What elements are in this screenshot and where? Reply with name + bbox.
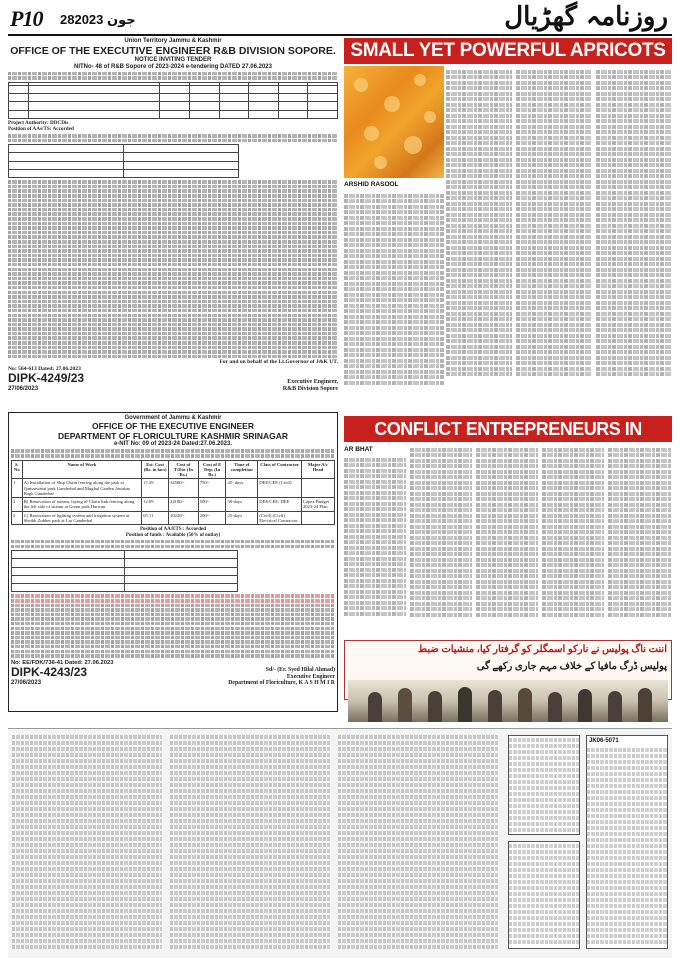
table-cell: 1 xyxy=(12,479,23,498)
apricots-col-3 xyxy=(596,68,672,413)
notice2-sign-3: Department of Floriculture, K A S H M I R xyxy=(228,680,335,687)
notice-works-table xyxy=(8,82,338,119)
table-cell: 12.09 xyxy=(142,498,169,512)
notice2-col-header: Name of Work xyxy=(22,460,141,479)
notice2-date: 27/06/2023 xyxy=(11,680,42,687)
table-cell xyxy=(301,479,334,498)
small-ad-1 xyxy=(508,735,580,835)
conflict-headline: CONFLICT ENTREPRENEURS IN xyxy=(344,416,672,442)
bottom-col-2 xyxy=(170,733,330,953)
header-rule xyxy=(8,34,672,36)
notice-ref: No: 564-613 Dated: 27.06.2023 xyxy=(8,365,81,372)
table-row xyxy=(12,511,335,525)
notice-schedule-table xyxy=(8,144,239,178)
table-cell: 500/- xyxy=(198,498,226,512)
conflict-col-4 xyxy=(542,446,604,636)
notice2-col-header: Cost of T/Doc (In Rs.) xyxy=(169,460,199,479)
table-cell: A) Installation of Ship Chain fencing along the park at Qamarwarai park Ganderbal and Mughal Garden Jawahar Bagh Ganderbal xyxy=(22,479,141,498)
table-cell: 45- days xyxy=(226,479,258,498)
conflict-col-3 xyxy=(476,446,538,636)
conflict-byline: AR BHAT xyxy=(344,446,373,453)
notice2-sign-1: Sd/- (Er. Syed Hilal Ahmad) xyxy=(265,667,335,673)
notice-nit: NITNo- 48 of R&B Sopore of 2023-2024 e-tendering DATED 27.06.2023 xyxy=(74,63,272,70)
conflict-col-2 xyxy=(410,446,472,636)
apricots-photo xyxy=(344,66,444,178)
notice2-sign-2: Executive Engineer xyxy=(286,673,335,680)
ad-ref: JK06-5071 xyxy=(589,738,619,744)
notice2-col-header: Est. Cost (Rs. in lacs) xyxy=(142,460,169,479)
table-cell xyxy=(301,511,334,525)
apricots-col-2 xyxy=(516,68,592,413)
table-row xyxy=(12,498,335,512)
table-cell: 24180/- xyxy=(169,498,199,512)
notice2-position-aa: Position of AA/ETS : Accorded xyxy=(139,527,207,533)
small-ad-2 xyxy=(508,841,580,949)
page-number: P10 xyxy=(10,6,43,31)
table-cell: (Civil) (Civil) Electrical Contractor xyxy=(258,511,302,525)
notice2-col-header: Time of completion xyxy=(226,460,258,479)
bottom-col-3 xyxy=(338,733,498,953)
table-cell: 17.29 xyxy=(142,479,169,498)
urdu-headline-2: پولیس ڈرگ مافیا کے خلاف مہم جاری رکھے گی xyxy=(476,661,667,672)
table-cell: 05.11 xyxy=(142,511,169,525)
notice-project-authority: Project Authority: DDCDis xyxy=(8,120,69,127)
notice-subtitle: NOTICE INVITING TENDER xyxy=(134,56,212,63)
tender-notice-rb-sopore xyxy=(8,38,338,410)
group-photo xyxy=(348,680,668,722)
notice2-office-1: OFFICE OF THE EXECUTIVE ENGINEER xyxy=(92,420,254,431)
table-row xyxy=(12,479,335,498)
notice2-office-2: DEPARTMENT OF FLORICULTURE KASHMIR SRINAGAR xyxy=(57,430,289,441)
notice2-gov-line: Government of Jammu & Kashmir xyxy=(124,415,222,421)
notice-sign-3: R&B Division Sopore xyxy=(282,386,338,393)
notice2-dipk: DIPK-4243/23 xyxy=(11,665,88,680)
apricots-byline: ARSHID RASOOL xyxy=(344,181,399,188)
notice2-col-header: Class of Contractor xyxy=(258,460,302,479)
notice2-schedule-table xyxy=(11,550,238,592)
apricots-headline: SMALL YET POWERFUL APRICOTS xyxy=(344,38,672,64)
table-cell: 750/- xyxy=(198,479,226,498)
notice2-works-table xyxy=(11,460,335,526)
table-cell: 10220/- xyxy=(169,511,199,525)
issue-date: 28جون 2023 xyxy=(60,12,136,27)
notice2-col-header: S. No xyxy=(12,460,23,479)
table-cell: 30-days xyxy=(226,498,258,512)
notice-dipk: DIPK-4249/23 xyxy=(8,371,85,386)
table-cell: 200/- xyxy=(198,511,226,525)
urdu-headline-1: اننت ناگ پولیس نے نارکو اسمگلر کو گرفتار کیا، منشیات ضبط xyxy=(417,644,667,655)
table-cell: 2 xyxy=(12,498,23,512)
table-cell: DEE/CEE/ DEE xyxy=(258,498,302,512)
table-cell: B) Renovation of stream, laying of Chain link fencing along the left side of stream at Green park Harwan. xyxy=(22,498,141,512)
table-cell: 3 xyxy=(12,511,23,525)
notice-gov-line: Union Territory Jammu & Kashmir xyxy=(124,38,222,44)
notice2-ref: No: EE/FDK/736-41 Dated: 27.06.2023 xyxy=(11,659,114,666)
notice-position: Position of AAs/TS: Accorded xyxy=(8,126,74,133)
table-cell: 34500/- xyxy=(169,479,199,498)
tender-notice-floriculture xyxy=(8,412,338,712)
table-cell: 25-days xyxy=(226,511,258,525)
notice2-funds: Position of funds : Available (50% of outlay) xyxy=(125,533,221,539)
table-cell: C) Restoration of lighting system and irrigation system at Sheikh Zubber park at Lar Ganderbal. xyxy=(22,511,141,525)
table-cell: DEE/CEE (Civil) xyxy=(258,479,302,498)
apricots-col-0 xyxy=(344,192,444,412)
small-ad-3 xyxy=(586,735,668,949)
conflict-col-1 xyxy=(344,456,406,636)
conflict-col-5 xyxy=(608,446,672,636)
notice-sign-1: For and on behalf of the Lt.Governor of J&K UT. xyxy=(219,359,338,366)
notice2-col-header: Major A/c Head xyxy=(301,460,334,479)
notice-office: OFFICE OF THE EXECUTIVE ENGINEER R&B DIVISION SOPORE. xyxy=(10,44,336,57)
table-cell: Capex Budget 2023-24 Plan xyxy=(301,498,334,512)
notice-date: 27/06/2023 xyxy=(8,386,39,393)
notice-sign-2: Executive Engineer, xyxy=(287,379,338,386)
masthead: روزنامہ گھڑیال xyxy=(504,2,668,32)
notice2-col-header: Cost of E Dep. (In Rs.) xyxy=(198,460,226,479)
bottom-col-1 xyxy=(12,733,162,953)
bottom-urdu-section xyxy=(8,728,672,958)
apricots-col-1 xyxy=(446,68,512,413)
notice2-nit: e-NIT No: 09 of 2023-24 Dated:27.06.2023. xyxy=(113,441,233,448)
